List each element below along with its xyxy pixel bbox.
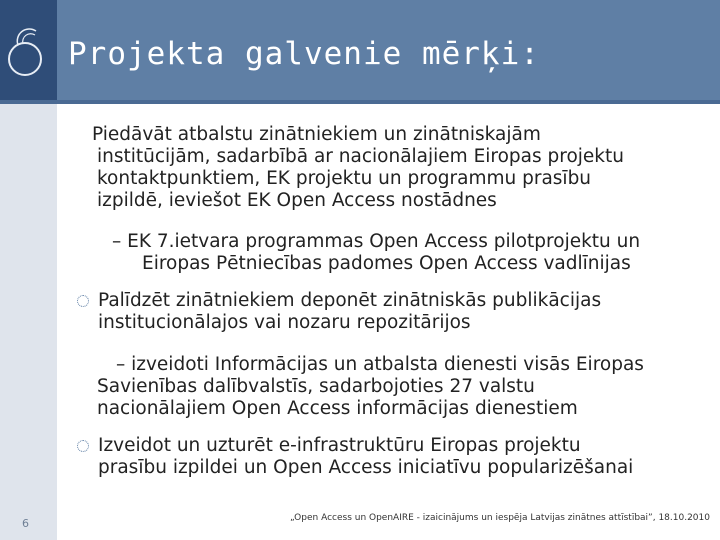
text-line: institucionālajos vai nozaru repozitārijos [98, 312, 471, 333]
item-infrastruktura [98, 435, 633, 479]
text-line: nacionālajiem Open Access informācijas dienestiem [97, 398, 578, 419]
slide-title: Projekta galvenie mērķi: [68, 36, 540, 72]
sub-item-ek7-cont [142, 253, 631, 275]
text-line: Izveidot un uzturēt e-infrastruktūru Eiropas projektu [98, 435, 581, 456]
arc-logo-icon [14, 25, 42, 49]
text-line: Piedāvāt atbalstu zinātniekiem un zinātniskajām [92, 124, 541, 145]
sub-item-ek7 [112, 231, 640, 253]
dotted-circle-bullet-icon [77, 440, 89, 452]
text-line: Eiropas Pētniecības padomes Open Access vadlīnijas [142, 253, 631, 274]
item-deponet [98, 290, 601, 334]
footer-citation: „Open Access un OpenAIRE - izaicinājums un iespēja Latvijas zinātnes attīstībai”, 18.10.2010 [290, 513, 710, 523]
sub-item-dienesti-cont [97, 376, 578, 420]
item-intro [92, 124, 541, 146]
text-line: Palīdzēt zinātniekiem deponēt zinātniskās publikācijas [98, 290, 602, 311]
text-line: Savienības dalībvalstīs, sadarbojoties 27 valstu [97, 376, 535, 397]
sub-item-dienesti [116, 354, 644, 376]
page-number: 6 [22, 517, 29, 530]
title-bar-underline [0, 100, 720, 104]
text-line: – EK 7.ietvara programmas Open Access pilotprojektu un [112, 231, 641, 252]
item-intro-cont [97, 146, 624, 212]
text-line: institūcijām, sadarbībā ar nacionālajiem Eiropas projektu [97, 146, 624, 167]
text-line: izpildē, ieviešot EK Open Access nostādnes [97, 190, 497, 211]
dotted-circle-bullet-icon [77, 295, 89, 307]
text-line: prasību izpildei un Open Access iniciatīvu popularizēšanai [98, 457, 634, 478]
text-line: – izveidoti Informācijas un atbalsta dienesti visās Eiropas [116, 354, 644, 375]
title-bar [0, 0, 720, 104]
text-line: kontaktpunktiem, EK projektu un programmu prasību [97, 168, 592, 189]
